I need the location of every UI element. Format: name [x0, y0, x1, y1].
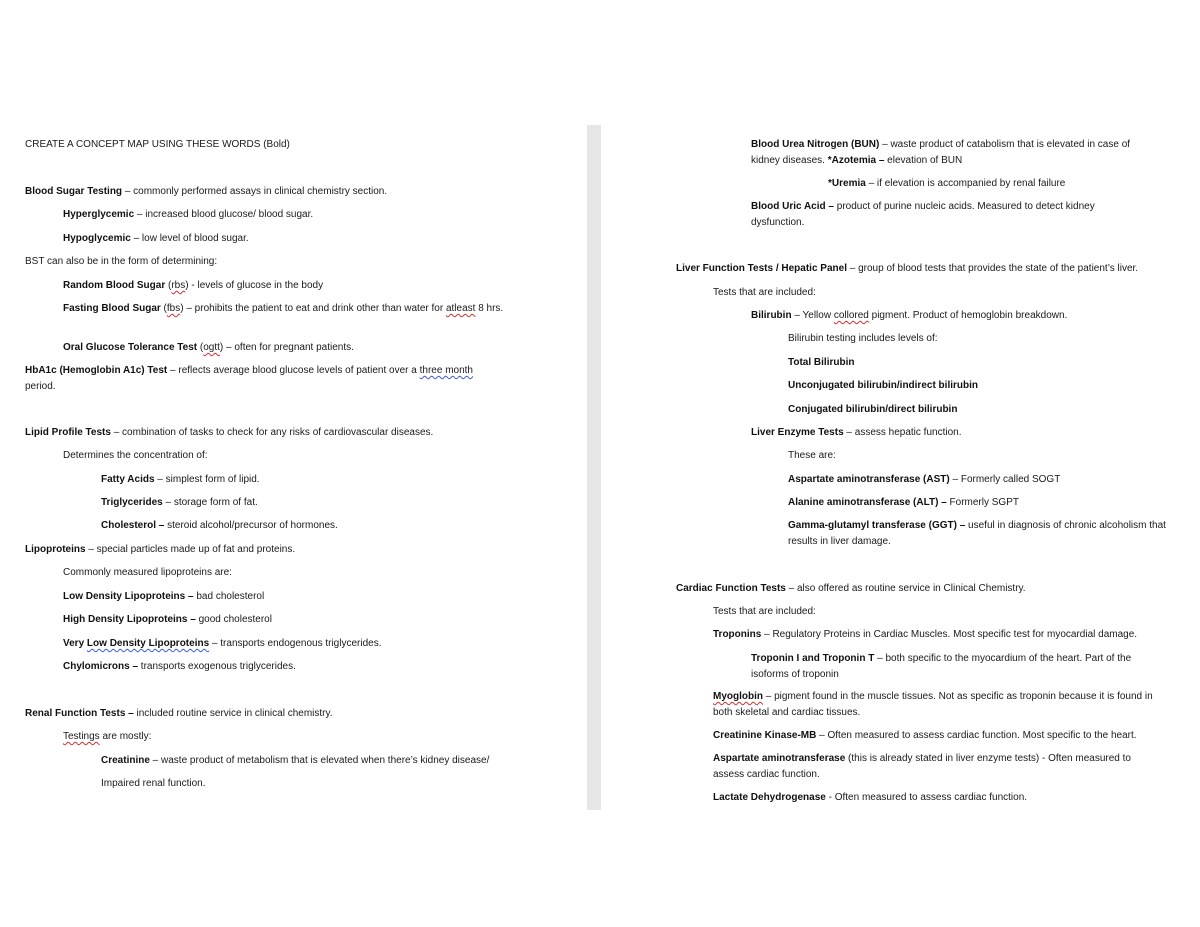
entry-renal-function-tests: Renal Function Tests – included routine service in clinical chemistry. — [25, 708, 333, 719]
creatinine-continued: Impaired renal function. — [101, 778, 206, 789]
entry-ldh: Lactate Dehydrogenase - Often measured to assess cardiac function. — [713, 792, 1028, 803]
document-page-right — [601, 0, 1200, 927]
entry-vldl: Very Low Density Lipoproteins – transports endogenous triglycerides. — [63, 638, 382, 649]
entry-total-bilirubin: Total Bilirubin — [788, 357, 855, 368]
entry-ast-cardiac: Aspartate aminotransferase (this is already stated in liver enzyme tests) - Often measured to assess cardiac function. — [713, 753, 1131, 780]
entry-uremia: *Uremia – if elevation is accompanied by renal failure — [828, 178, 1066, 189]
entry-liver-function-tests: Liver Function Tests / Hepatic Panel – group of blood tests that provides the state of the patient’s liver. — [676, 263, 1139, 274]
entry-hdl: High Density Lipoproteins – good cholesterol — [63, 614, 272, 625]
entry-ggt: Gamma-glutamyl transferase (GGT) – useful in diagnosis of chronic alcoholism that results in liver damage. — [788, 520, 1166, 547]
lipid-determines-text: Determines the concentration of: — [63, 450, 208, 461]
entry-hypoglycemic: Hypoglycemic – low level of blood sugar. — [63, 233, 249, 244]
cft-included-text: Tests that are included: — [713, 606, 816, 617]
entry-chylomicrons: Chylomicrons – transports exogenous triglycerides. — [63, 661, 296, 672]
entry-cholesterol: Cholesterol – steroid alcohol/precursor of hormones. — [101, 520, 338, 531]
entry-random-blood-sugar: Random Blood Sugar (rbs) - levels of glucose in the body — [63, 280, 324, 291]
entry-lipid-profile-tests: Lipid Profile Tests – combination of tasks to check for any risks of cardiovascular diseases. — [25, 427, 434, 438]
entry-ck-mb: Creatinine Kinase-MB – Often measured to assess cardiac function. Most specific to the heart. — [713, 730, 1137, 741]
entry-fatty-acids: Fatty Acids – simplest form of lipid. — [101, 474, 260, 485]
lipoproteins-common-text: Commonly measured lipoproteins are: — [63, 567, 232, 578]
entry-alt: Alanine aminotransferase (ALT) – Formerly SGPT — [788, 497, 1019, 508]
entry-troponins: Troponins – Regulatory Proteins in Cardiac Muscles. Most specific test for myocardial damage. — [713, 629, 1138, 640]
entry-triglycerides: Triglycerides – storage form of fat. — [101, 497, 258, 508]
entry-cardiac-function-tests: Cardiac Function Tests – also offered as routine service in Clinical Chemistry. — [676, 583, 1026, 594]
entry-lipoproteins: Lipoproteins – special particles made up of fat and proteins. — [25, 544, 296, 555]
bst-forms-text: BST can also be in the form of determining: — [25, 256, 218, 267]
these-are-text: These are: — [788, 450, 836, 461]
entry-myoglobin: Myoglobin – pigment found in the muscle tissues. Not as specific as troponin because it is found in both skeletal and cardiac tissues. — [713, 691, 1153, 718]
entry-ogtt: Oral Glucose Tolerance Test (ogtt) – often for pregnant patients. — [63, 342, 354, 353]
entry-troponin-i-t: Troponin I and Troponin T – both specific to the myocardium of the heart. Part of the isoforms of troponin — [751, 653, 1132, 680]
entry-conjugated-bilirubin: Conjugated bilirubin/direct bilirubin — [788, 404, 958, 415]
document-page-left — [0, 0, 587, 927]
bilirubin-testing-text: Bilirubin testing includes levels of: — [788, 333, 938, 344]
entry-fasting-blood-sugar: Fasting Blood Sugar (fbs) – prohibits the patient to eat and drink other than water for atleast 8 hrs. — [63, 303, 504, 314]
entry-unconjugated-bilirubin: Unconjugated bilirubin/indirect bilirubin — [788, 380, 978, 391]
page-header: CREATE A CONCEPT MAP USING THESE WORDS (Bold) — [25, 139, 290, 150]
entry-creatinine: Creatinine – waste product of metabolism that is elevated when there’s kidney disease/ — [101, 755, 490, 766]
entry-blood-uric-acid: Blood Uric Acid – product of purine nucleic acids. Measured to detect kidney dysfunction. — [751, 201, 1095, 228]
entry-liver-enzyme-tests: Liver Enzyme Tests – assess hepatic function. — [751, 427, 962, 438]
entry-bilirubin: Bilirubin – Yellow collored pigment. Product of hemoglobin breakdown. — [751, 310, 1068, 321]
lft-included-text: Tests that are included: — [713, 287, 816, 298]
entry-ast: Aspartate aminotransferase (AST) – Formerly called SOGT — [788, 474, 1061, 485]
entry-ldl: Low Density Lipoproteins – bad cholesterol — [63, 591, 265, 602]
page-gutter — [587, 125, 601, 810]
entry-blood-sugar-testing: Blood Sugar Testing – commonly performed assays in clinical chemistry section. — [25, 186, 388, 197]
entry-hyperglycemic: Hyperglycemic – increased blood glucose/ blood sugar. — [63, 209, 314, 220]
entry-bun: Blood Urea Nitrogen (BUN) – waste product of catabolism that is elevated in case of kidney diseases. *Azotemia – elevation of BUN — [751, 139, 1131, 166]
entry-hba1c: HbA1c (Hemoglobin A1c) Test – reflects average blood glucose levels of patient over a three month period. — [25, 365, 473, 392]
testings-text: Testings are mostly: — [63, 731, 152, 742]
